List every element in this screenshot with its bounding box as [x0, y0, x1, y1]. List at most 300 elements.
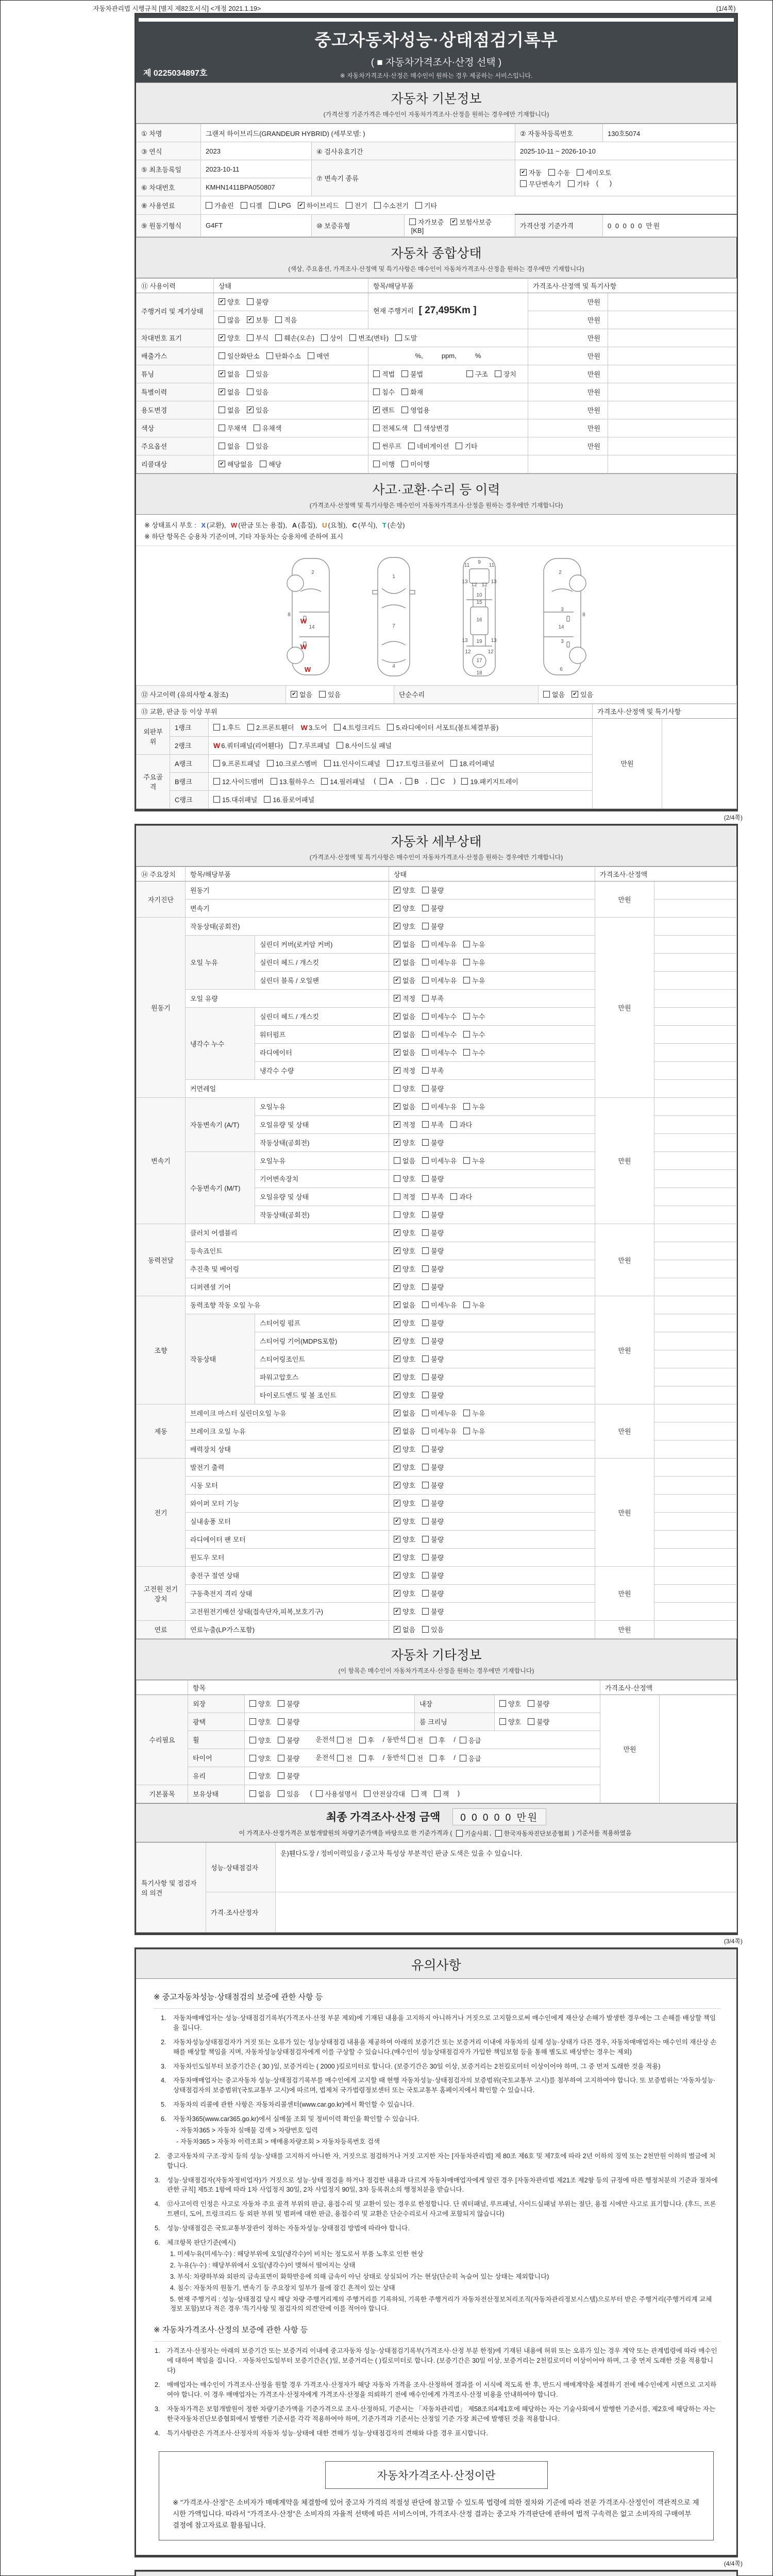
checkbox-unchecked: [395, 333, 417, 343]
appraiser-label: 가격·조사산정자: [206, 1892, 276, 1933]
checkbox-label: 가솔린: [214, 201, 234, 210]
section-note: (가격산정 기준가격은 매수인이 자동차가격조사·산정을 원하는 경우에만 기재합니다): [323, 111, 549, 118]
checkbox-icon: [466, 370, 473, 377]
checkbox-unchecked: [387, 722, 498, 732]
notice-text: 자동차365(www.car365.go.kr)에서 실매물 조회 및 정비이력 확인을 확인할 수 있습니다. - 자동차365 > 자동차 실매물 검색 > 차량번호 입력 - 자동차365 > 자동차 이력조회 > 매매용차량조회 > 자동차등록번호 검색: [173, 2114, 719, 2147]
checkbox-icon: [337, 1755, 344, 1761]
report-subnote: ※ 자동차가격조사·산정은 매수인이 원하는 경우 제공하는 서비스입니다.: [340, 72, 533, 79]
label-car-name: ① 차명: [137, 124, 201, 142]
checkbox-icon: ✔: [394, 995, 400, 1002]
checkbox-unchecked: [249, 1771, 271, 1781]
checkbox-icon: [249, 1737, 256, 1743]
notice-text: 성능·상태점검자(자동차정비업자)가 거짓으로 성능·상태 점검을 하거나 점검한 내용과 다르게 자동차매매업자에게 알린 경우 [자동차관리법 제21조 제2항 등의 규정에 따른 행정처분의 기준과 절차에 관한 규칙] 제5조 1항에 따라 1차 사업정지 30일, 2차 사업정지 90일, 3차 등록취소의 행정처분을 받습니다.: [167, 2176, 718, 2194]
panel-number: 2: [311, 569, 314, 575]
checkbox-icon: [422, 923, 429, 929]
checkbox-icon: [528, 1718, 534, 1725]
panel-number: 15: [476, 599, 482, 605]
checkbox-icon: [422, 1446, 429, 1452]
polish-state: [245, 1713, 415, 1731]
detail-cell: 냉각수 수량: [255, 1061, 389, 1079]
col-item-part: 항목/해당부품: [368, 278, 528, 293]
checkbox-label: 양호: [402, 923, 416, 931]
report-title: 중고자동차성능·상태점검기록부: [314, 30, 558, 49]
detail-cell: [389, 1188, 595, 1206]
checkbox-unchecked: [463, 1408, 485, 1418]
checkbox-unchecked: [316, 1789, 357, 1799]
col-item-part: 항목/해당부품: [186, 867, 389, 881]
checkbox-label: 없음: [402, 977, 416, 985]
checkbox-icon: ✔: [394, 1337, 400, 1344]
price-remarks-header: 가격조사·산정액 및 특기사항: [593, 704, 737, 718]
checkbox-icon: [414, 425, 421, 431]
checkbox-label: 7.루프패널: [298, 742, 330, 750]
checkbox-unchecked: [359, 1753, 375, 1763]
detail-cell: 동력조향 작동 오일 누유: [186, 1296, 389, 1314]
checkbox-checked: [394, 1480, 415, 1490]
checkbox-label: 불량: [431, 1554, 444, 1562]
price-appraisal-title: 자동차가격조사·산정이란: [325, 2461, 548, 2489]
panel-number: 13: [461, 579, 468, 585]
checkbox-label: 없음: [402, 1103, 416, 1111]
checkbox-unchecked: [422, 1390, 444, 1400]
checkbox-icon: ✔: [394, 1067, 400, 1074]
checkbox-icon: [278, 1718, 284, 1725]
checkbox-label: 불량: [431, 905, 444, 913]
row-vin-mark-label: 차대번호 표기: [137, 329, 214, 347]
detail-cell: [654, 1386, 737, 1404]
checkbox-icon: [219, 406, 225, 413]
checkbox-icon: ✔: [394, 905, 400, 911]
checkbox-label: B: [414, 777, 419, 786]
checkbox-unchecked: [463, 1426, 485, 1436]
checkbox-icon: ✔: [572, 691, 578, 698]
checkbox-icon: ✔: [394, 1608, 400, 1615]
detail-cell: [389, 1584, 595, 1602]
checkbox-icon: [380, 778, 386, 785]
checkbox-label: 14.필러패널: [330, 778, 365, 786]
checkbox-unchecked: [278, 1699, 299, 1708]
label-year: ③ 연식: [137, 142, 201, 160]
checkbox-label: 불량: [431, 1337, 444, 1346]
detail-cell: [654, 935, 737, 953]
checkbox-unchecked: [568, 179, 590, 189]
device-group-고전원 전기장치: 고전원 전기장치: [137, 1566, 186, 1620]
checkbox-label: 없음: [299, 691, 313, 699]
checkbox-label: 18.리어패널: [459, 760, 495, 768]
price-cell: 만원: [528, 401, 608, 419]
checkbox-label: 구조: [475, 370, 488, 378]
checkbox-icon: [548, 169, 555, 176]
checkbox-label: A: [389, 777, 393, 786]
checkbox-label: 양호: [402, 1175, 416, 1183]
checkbox-label: 없음: [402, 941, 416, 949]
notice-item: [161, 2076, 719, 2095]
checkbox-icon: [249, 1772, 256, 1779]
checkbox-unchecked: [422, 1516, 444, 1526]
checkbox-unchecked: [408, 441, 449, 451]
checkbox-unchecked: [387, 758, 444, 768]
panel-number: 1: [392, 573, 395, 580]
checkbox-label: 불량: [536, 1718, 550, 1726]
detail-cell: 워터펌프: [255, 1025, 389, 1043]
glass-label: 유리: [188, 1767, 245, 1785]
detail-cell: [389, 899, 595, 917]
damage-code-desc: (교환),: [206, 521, 228, 529]
checkbox-icon: [337, 742, 343, 749]
detail-cell: 파워고압호스: [255, 1368, 389, 1386]
detail-cell: [389, 1079, 595, 1097]
col-state: 상태: [214, 278, 368, 293]
checkbox-icon: ✔: [291, 691, 297, 698]
checkbox-label: 있음: [256, 388, 269, 396]
checkbox-label: 양호: [402, 1355, 416, 1364]
detail-cell: [654, 1314, 737, 1332]
panel-number: 8: [582, 612, 585, 618]
checkbox-icon: [394, 1193, 400, 1200]
checkbox-label: 후: [367, 1755, 375, 1763]
checkbox-icon: [422, 1536, 429, 1543]
interior-state: [495, 1694, 600, 1713]
checkbox-label: 불량: [431, 1536, 444, 1544]
checkbox-unchecked: [249, 1735, 271, 1745]
special-state: [214, 383, 368, 401]
checkbox-label: 훼손(오손): [284, 334, 315, 342]
tire-label: 타이어: [188, 1749, 245, 1767]
checkbox-icon: ✔: [247, 316, 254, 323]
checkbox-label: 영업용: [410, 406, 430, 414]
damage-mark-w: W: [300, 642, 307, 651]
col-usage-history: ⑪ 사용이력: [137, 278, 214, 293]
etc-info-table: [136, 1680, 737, 1803]
damage-code-legend: [136, 515, 736, 546]
checkbox-icon: ✔: [219, 461, 225, 467]
report-header: [136, 14, 736, 82]
panel-number: 10: [476, 592, 482, 598]
checkbox-label: 상이: [330, 334, 343, 342]
checkbox-label: 있음: [256, 406, 269, 414]
notice-text: 매매업자는 매수인이 가격조사·산정을 원할 경우 가격조사·산정자가 해당 자동차 가격을 조사·산정하여 결과를 이 서식에 적도록 한 후, 반드시 매매계약을 체결하기 전에 매수인에게 서면으로 고지하여야 합니다. 이 경우 매매업자는 가격조사·산정자에게 가격조사·산정을 의뢰하기 전에 매수인에게 가격조사·산정 비용을 안내하여야 합니다.: [167, 2381, 717, 2398]
rank-b-items: [209, 772, 593, 790]
checkbox-icon: [422, 1265, 429, 1272]
checkbox-icon: [401, 388, 408, 395]
checkbox-label: 침수: [382, 388, 395, 396]
damage-code-A: A: [292, 521, 297, 529]
detail-cell: [654, 1043, 737, 1061]
detail-cell: [389, 1620, 595, 1638]
final-price-value: 0 0 0 0 0 만원: [452, 1808, 546, 1825]
checkbox-unchecked: [408, 1735, 424, 1745]
checkbox-label: 불량: [431, 1392, 444, 1400]
checkbox-label: 양호: [402, 1464, 416, 1472]
detail-cell: 실린더 커버(로커암 커버): [255, 935, 389, 953]
color-state: [214, 419, 368, 437]
detail-cell: 타이로드엔드 및 볼 조인트: [255, 1386, 389, 1404]
checkbox-label: 불량: [431, 923, 444, 931]
detail-cell: 스티어링조인트: [255, 1350, 389, 1368]
detail-cell: 스티어링 펌프: [255, 1314, 389, 1332]
checkbox-label: 불량: [431, 1374, 444, 1382]
etc-remarks-cell: [660, 1694, 737, 1803]
notice-item: [161, 2038, 719, 2057]
checkbox-label: 없음: [402, 959, 416, 967]
detail-cell: [389, 1512, 595, 1530]
overall-state-table: [136, 278, 737, 473]
vehicle-diagrams: [136, 546, 736, 685]
detail-cell: 커먼레일: [186, 1079, 389, 1097]
col-price: 가격조사·산정액: [600, 1680, 737, 1694]
checkbox-icon: [401, 461, 408, 467]
notice-number: 2.: [155, 2381, 160, 2388]
section-etc-info: [136, 1639, 736, 1680]
checkbox-unchecked: [422, 1210, 444, 1219]
checkbox-label: 양호: [402, 1247, 416, 1256]
checkbox-unchecked: [247, 333, 268, 343]
checkbox-icon: [247, 370, 254, 377]
checkbox-unchecked: [434, 1789, 449, 1799]
checkbox-label: 기타: [464, 443, 478, 450]
appraiser-opinion-text: [276, 1892, 737, 1933]
checkbox-label: 불량: [431, 1464, 444, 1472]
checkbox-icon: [422, 1193, 429, 1200]
checkbox-icon: ✔: [394, 1554, 400, 1561]
checkbox-checked: [394, 939, 415, 949]
checkbox-icon: ✔: [394, 1410, 400, 1416]
checkbox-label: 있음: [256, 370, 269, 378]
checkbox-label: 불량: [431, 1572, 444, 1580]
checkbox-icon: [422, 1301, 429, 1308]
notice-item: [161, 2013, 719, 2033]
vehicle-diagram-bottom: [451, 554, 508, 678]
notice-text: 성능·상태점검은 국토교통부장관이 정하는 자동차성능·상태점검 방법에 따라야 합니다.: [167, 2225, 410, 2232]
checkbox-label: 5.라디에이터 서포트(볼트체결부품): [396, 724, 499, 732]
checkbox-icon: [387, 760, 394, 767]
checkbox-icon: [260, 461, 266, 467]
weld-mark-icon: W: [213, 741, 221, 750]
section-caution: [136, 1949, 736, 1979]
row-tuning-label: 튜닝: [137, 365, 214, 383]
checkbox-unchecked: [456, 1829, 489, 1838]
group-price-cell: 만원: [595, 1224, 654, 1296]
detail-cell: [389, 1386, 595, 1404]
checkbox-label: 미세누유: [431, 1410, 457, 1418]
checkbox-label: 양호: [258, 1772, 272, 1781]
checkbox-icon: [394, 1175, 400, 1182]
checkbox-unchecked: [337, 1735, 352, 1745]
checkbox-checked: [520, 167, 542, 177]
checkbox-label: 해당없음: [227, 461, 254, 468]
simple-repair-label: 단순수리: [394, 685, 539, 703]
checkbox-label: 도말: [404, 334, 417, 342]
page-marker-4: (4/4쪽): [724, 2560, 743, 2568]
checkbox-label: 잭: [442, 1790, 449, 1799]
checkbox-unchecked: [463, 975, 485, 985]
panel-number: 13: [490, 579, 497, 585]
notice-subitem: 5. 현재 주행거리 : 성능·상태점검 당시 해당 차량 주행거리계의 주행거리를 기록하되, 기록한 주행거리가 자동차전산정보처리조직(자동차관리정보시스템)으로부터 받은 주행거리(주행거리계 교체 정보 포함)보다 적은 경우 '특기사항 및 점검자의 의견'란에 이를 적어야 합니다.: [170, 2295, 712, 2313]
checkbox-label: 불량: [431, 1518, 444, 1526]
row-special-label: 특별이력: [137, 383, 214, 401]
page3-box: [135, 1947, 738, 2557]
simple-repair-state: [539, 685, 737, 703]
checkbox-icon: [394, 1211, 400, 1218]
detail-cell: 브레이크 오일 누유: [186, 1422, 389, 1440]
detail-cell: 실린더 헤드 / 개스킷: [255, 1007, 389, 1025]
checkbox-label: 없음: [227, 406, 241, 414]
checkbox-icon: [359, 1737, 366, 1743]
checkbox-label: 전: [345, 1737, 352, 1745]
checkbox-icon: [422, 905, 429, 911]
tuning-items: [368, 365, 528, 383]
detail-cell: [389, 1314, 595, 1332]
detail-cell: 충전구 절연 상태: [186, 1566, 389, 1584]
checkbox-label: 2.프론트휀더: [256, 724, 294, 732]
usage-change-state: [214, 401, 368, 419]
detail-cell: [389, 989, 595, 1007]
checkbox-label: 없음: [227, 388, 241, 396]
checkbox-icon: [422, 1464, 429, 1470]
checkbox-icon: [422, 1157, 429, 1164]
checkbox-icon: [247, 388, 254, 395]
notice-list-2: [136, 2346, 736, 2438]
detail-cell: [654, 1332, 737, 1350]
checkbox-label: 전: [416, 1755, 424, 1763]
checkbox-label: 장치: [503, 370, 516, 378]
checkbox-unchecked: [247, 369, 268, 379]
checkbox-label: 없음: [258, 1790, 272, 1799]
checkbox-label: C: [440, 777, 445, 786]
checkbox-label: 없음: [402, 1157, 416, 1165]
group-price-cell: 만원: [595, 1097, 654, 1224]
checkbox-checked: [291, 689, 312, 699]
checkbox-checked: [394, 1246, 415, 1256]
page2-box: [135, 824, 738, 1935]
price-cell: 만원: [528, 347, 608, 365]
room-cleaning-state: [495, 1713, 600, 1731]
remarks-cell: [608, 383, 737, 401]
price-cell: [528, 455, 608, 473]
label-warranty-type: ⑩ 보증유형: [312, 214, 405, 236]
checkbox-unchecked: [422, 1011, 457, 1021]
checkbox-unchecked: [247, 722, 294, 732]
checkbox-unchecked: [249, 1699, 271, 1708]
notice-item: [161, 2062, 719, 2072]
checkbox-checked: [572, 689, 593, 699]
checkbox-icon: [422, 1229, 429, 1236]
vehicle-diagram-side: [280, 554, 337, 678]
checkbox-unchecked: [422, 1120, 444, 1129]
wheel-label: 휠: [188, 1731, 245, 1749]
label-base-price: 가격산정 기준가격: [515, 214, 603, 236]
doc-number: 제 0225034897호: [143, 69, 208, 78]
checkbox-checked: [394, 1029, 415, 1039]
detail-cell: 브레이크 마스터 실린더오일 누유: [186, 1404, 389, 1422]
checkbox-label: 3.도어: [308, 724, 327, 732]
checkbox-icon: [324, 760, 331, 767]
detail-cell: [389, 881, 595, 899]
checkbox-icon: [495, 370, 501, 377]
checkbox-label: 부족: [431, 1067, 444, 1075]
vehicle-diagram-top: [365, 554, 422, 678]
rank-c-label: C랭크: [170, 790, 209, 808]
checkbox-unchecked: [409, 217, 444, 227]
checkbox-checked: [394, 1138, 415, 1147]
checkbox-icon: [568, 180, 575, 187]
checkbox-label: 세미오토: [585, 169, 612, 177]
panel-number: 17: [476, 657, 482, 664]
col-price-remarks: 가격조사·산정액 및 특기사항: [528, 278, 737, 293]
checkbox-label: 양호: [402, 1446, 416, 1454]
emission-state: [214, 347, 368, 365]
checkbox-label: 미세누유: [431, 941, 457, 949]
section-photos: [136, 2571, 736, 2576]
detail-cell: 윈도우 모터: [186, 1548, 389, 1566]
checkbox-unchecked: [499, 1699, 521, 1708]
checkbox-checked: [394, 1444, 415, 1454]
checkbox-label: 기타: [424, 201, 438, 210]
notice-item: [161, 2114, 719, 2147]
checkbox-label: 유채색: [262, 425, 282, 432]
tuning-kind: [466, 369, 523, 379]
checkbox-unchecked: [422, 1192, 444, 1201]
top-strip: [38, 1, 736, 13]
detail-cell: 라디에이터 팬 모터: [186, 1530, 389, 1548]
price-cell: 만원: [528, 329, 608, 347]
panel-number: 11: [489, 562, 494, 568]
damage-code-W: W: [230, 521, 238, 529]
checkbox-label: 적정: [402, 995, 416, 1003]
detail-cell: [389, 1422, 595, 1440]
model-year-value: 2023: [201, 142, 312, 160]
row-emission-label: 배출가스: [137, 347, 214, 365]
checkbox-unchecked: [422, 1336, 444, 1346]
checkbox-label: 양호: [402, 1500, 416, 1508]
checkbox-unchecked: [219, 351, 260, 361]
detail-cell: [654, 1206, 737, 1224]
checkbox-icon: ✔: [394, 1428, 400, 1434]
checkbox-unchecked: [406, 777, 419, 785]
detail-cell: [654, 971, 737, 989]
notice-number: 4.: [155, 2200, 160, 2208]
checkbox-label: 11.인사이드패널: [332, 760, 380, 768]
damage-mark-item: [213, 740, 283, 750]
detail-cell: 오일 유량: [186, 989, 389, 1007]
checkbox-icon: ✔: [394, 1247, 400, 1254]
checkbox-icon: [463, 1103, 470, 1110]
checkbox-icon: ✔: [247, 406, 254, 413]
sub-group: 자동변속기 (A/T): [186, 1097, 255, 1151]
checkbox-checked: [219, 297, 240, 307]
price-cell: 만원: [528, 293, 608, 311]
exterior-state: [245, 1694, 415, 1713]
checkbox-icon: [406, 778, 412, 785]
checkbox-icon: ✔: [450, 218, 457, 225]
checkbox-checked: [373, 405, 395, 415]
checkbox-label: 불량: [431, 1355, 444, 1364]
checkbox-checked: [394, 1498, 415, 1508]
checkbox-checked: [394, 1047, 415, 1057]
checkbox-unchecked: [463, 1047, 485, 1057]
checkbox-icon: [359, 1755, 366, 1761]
checkbox-unchecked: [346, 200, 367, 210]
checkbox-icon: [254, 425, 260, 431]
checkbox-icon: [434, 1790, 441, 1797]
section-title: 자동차 세부상태: [391, 834, 482, 849]
checkbox-unchecked: [422, 921, 444, 931]
page1-box: [135, 13, 738, 811]
detail-cell: 실린더 블록 / 오일팬: [255, 971, 389, 989]
section-note: (가격조사·산정액 및 특기사항은 매수인이 자동차가격조사·산정을 원하는 경우에만 기재합니다): [309, 501, 563, 509]
checkbox-icon: [316, 1790, 323, 1797]
detail-cell: [654, 1512, 737, 1530]
